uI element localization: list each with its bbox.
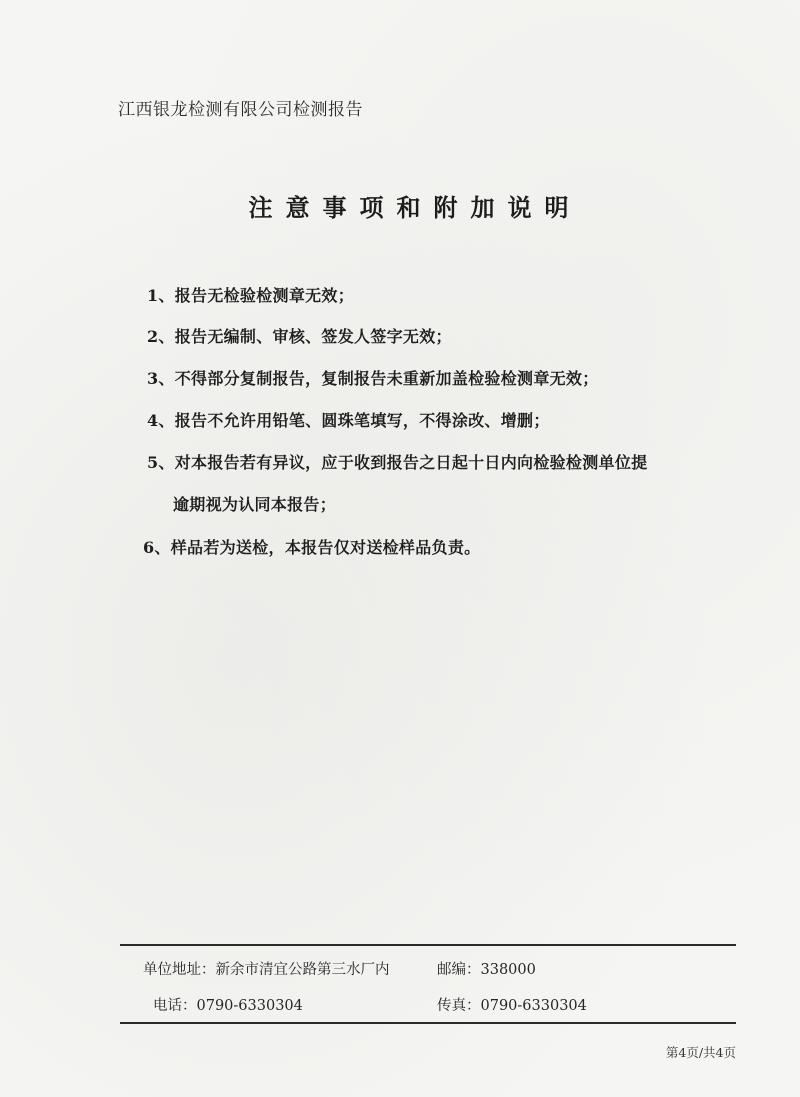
phone-value: 0790-6330304 — [196, 998, 303, 1014]
note-item-4: 4、报告不允许用铅笔、圆珠笔填写，不得涂改、增删； — [147, 411, 550, 430]
page-number: 第4页/共4页 — [665, 1045, 736, 1060]
fax-value: 0790-6330304 — [480, 998, 587, 1014]
footer-phone — [153, 994, 303, 1015]
address-label: 单位地址： — [143, 962, 216, 978]
company-report-header: 江西银龙检测有限公司检测报告 — [118, 100, 363, 120]
note-item-6: 6、样品若为送检，本报告仅对送检样品负责。 — [143, 538, 481, 557]
note-item-5: 5、对本报告若有异议，应于收到报告之日起十日内向检验检测单位提 — [147, 453, 648, 472]
phone-label: 电话： — [153, 998, 197, 1014]
note-item-2: 2、报告无编制、审核、签发人签字无效； — [147, 327, 452, 346]
postcode-value: 338000 — [480, 962, 536, 978]
footer-postcode — [437, 958, 536, 979]
address-value: 新余市清宜公路第三水厂内 — [215, 962, 390, 978]
note-item-3: 3、不得部分复制报告，复制报告未重新加盖检验检测章无效； — [147, 369, 599, 388]
footer-fax — [437, 994, 587, 1015]
footer-address — [143, 958, 390, 979]
note-item-5-continued: 逾期视为认同本报告； — [173, 495, 337, 514]
document-title: 注意事项和附加说明 — [248, 193, 582, 222]
footer-bottom-rule — [120, 1022, 736, 1024]
note-item-1: 1、报告无检验检测章无效； — [147, 286, 355, 305]
fax-label: 传真： — [437, 998, 481, 1014]
postcode-label: 邮编： — [437, 962, 481, 978]
footer-top-rule — [120, 944, 736, 946]
